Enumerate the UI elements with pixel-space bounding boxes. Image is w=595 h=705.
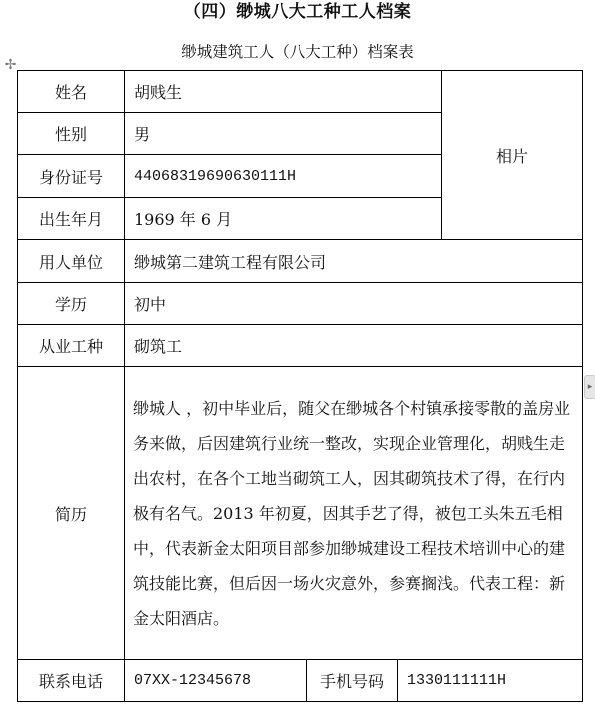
id-number-value: 44068319690630111H	[125, 155, 442, 198]
table-row	[18, 240, 583, 283]
employer-value: 缈城第二建筑工程有限公司	[125, 240, 583, 283]
resume-label: 简历	[18, 367, 125, 660]
resume-text: 缈城人 ，初中毕业后，随父在缈城各个村镇承接零散的盖房业务来做，后因建筑行业统一整改，实现企业管理化，胡贱生走出农村，在各个工地当砌筑工人，因其砌筑技术了得，在行内极有名气。2013 年初夏，因其手艺了得，被包工头朱五毛相中，代表新金太阳项目部参加缈城建设工程技术培训中心的建筑技能比赛，但后因一场火灾意外，参赛搁浅。代表工程：新金太阳酒店。	[125, 367, 583, 660]
birth-value: 1969 年 6 月	[125, 198, 442, 240]
gender-label: 性别	[18, 113, 125, 155]
mobile-label: 手机号码	[307, 660, 398, 702]
table-row	[18, 71, 583, 113]
employer-label: 用人单位	[18, 240, 125, 283]
education-label: 学历	[18, 283, 125, 325]
trade-value: 砌筑工	[125, 325, 583, 367]
phone-value: 07XX-12345678	[125, 660, 307, 702]
table-caption: 缈城建筑工人（八大工种）档案表	[181, 43, 414, 61]
scroll-arrow-icon[interactable]: ▸	[584, 375, 595, 399]
trade-label: 从业工种	[18, 325, 125, 367]
name-label: 姓名	[18, 71, 125, 113]
table-move-handle-icon[interactable]: ✢	[4, 57, 17, 73]
mobile-value: 1330111111H	[398, 660, 583, 702]
name-value: 胡贱生	[125, 71, 442, 113]
table-row	[18, 283, 583, 325]
id-number-label: 身份证号	[18, 155, 125, 198]
table-row	[18, 367, 583, 660]
table-row	[18, 660, 583, 702]
birth-label: 出生年月	[18, 198, 125, 240]
table-row	[18, 325, 583, 367]
document-title: （四）缈城八大工种工人档案	[183, 2, 412, 22]
worker-archive-table	[17, 70, 583, 702]
photo-cell: 相片	[442, 71, 583, 240]
gender-value: 男	[125, 113, 442, 155]
phone-label: 联系电话	[18, 660, 125, 702]
education-value: 初中	[125, 283, 583, 325]
